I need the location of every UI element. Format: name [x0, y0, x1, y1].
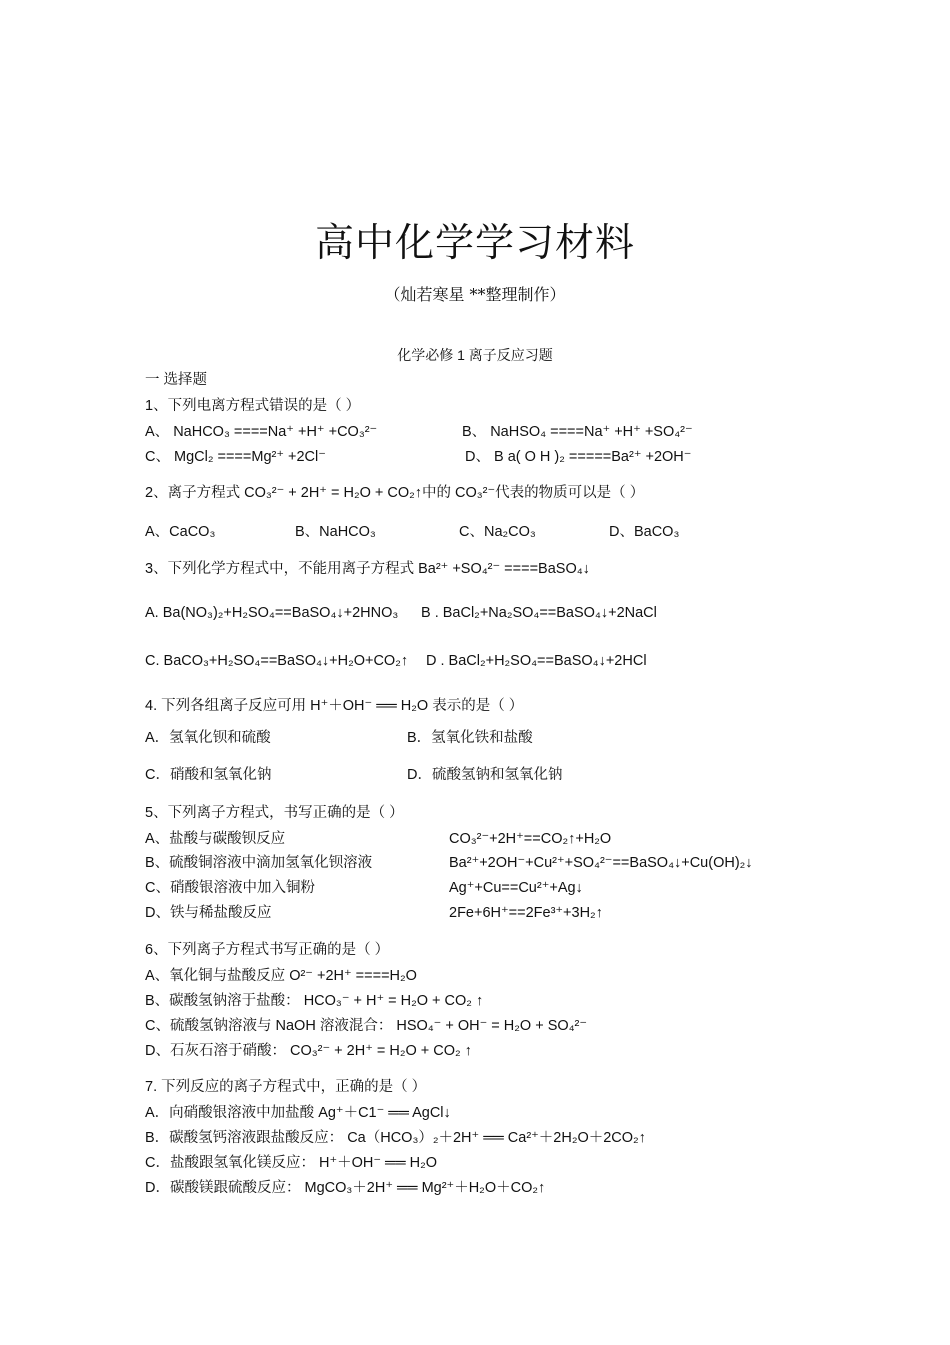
question-5-option-b-text: B、硫酸铜溶液中滴加氢氧化钡溶液 — [145, 855, 373, 871]
question-4-stem: 4. 下列各组离子反应可用 H⁺＋OH⁻ ══ H₂O 表示的是（ ） — [145, 698, 524, 714]
question-5-option-c-text: C、硝酸银溶液中加入铜粉 — [145, 880, 315, 896]
question-7-option-a: A．向硝酸银溶液中加盐酸 Ag⁺＋C1⁻ ══ AgCl↓ — [145, 1105, 451, 1121]
part-heading: 一 选择题 — [145, 372, 208, 388]
question-3-stem: 3、下列化学方程式中，不能用离子方程式 Ba²⁺ +SO₄²⁻ ====BaSO₄↓ — [145, 561, 590, 577]
question-1-option-c: C、 MgCl₂ ====Mg²⁺ +2Cl⁻ — [145, 449, 326, 465]
question-5-stem: 5、下列离子方程式，书写正确的是（ ） — [145, 805, 404, 821]
question-3-option-d: D . BaCl₂+H₂SO₄==BaSO₄↓+2HCl — [426, 653, 647, 669]
question-1-option-d: D、 B a( O H )₂ =====Ba²⁺ +2OH⁻ — [465, 449, 692, 465]
question-7-option-c: C．盐酸跟氢氧化镁反应： H⁺＋OH⁻ ══ H₂O — [145, 1155, 438, 1171]
question-1-option-b: B、 NaHSO₄ ====Na⁺ +H⁺ +SO₄²⁻ — [462, 424, 693, 440]
question-2-option-b: B、NaHCO₃ — [295, 524, 376, 540]
question-2-stem: 2、离子方程式 CO₃²⁻ + 2H⁺ = H₂O + CO₂↑中的 CO₃²⁻代表的物质可以是（ ） — [145, 485, 645, 501]
question-4-option-a: A．氢氧化钡和硫酸 — [145, 730, 271, 746]
question-7-option-d: D．碳酸镁跟硫酸反应： MgCO₃＋2H⁺ ══ Mg²⁺＋H₂O＋CO₂↑ — [145, 1180, 546, 1196]
question-3-option-c: C. BaCO₃+H₂SO₄==BaSO₄↓+H₂O+CO₂↑ — [145, 653, 409, 669]
question-6-option-c: C、硫酸氢钠溶液与 NaOH 溶液混合： HSO₄⁻ + OH⁻ = H₂O + SO₄²⁻ — [145, 1018, 588, 1034]
question-5-option-a-text: A、盐酸与碳酸钡反应 — [145, 831, 286, 847]
question-3-option-a: A. Ba(NO₃)₂+H₂SO₄==BaSO₄↓+2HNO₃ — [145, 605, 399, 621]
question-5-option-d-text: D、铁与稀盐酸反应 — [145, 905, 272, 921]
question-7-stem: 7. 下列反应的离子方程式中，正确的是（ ） — [145, 1079, 427, 1095]
question-5-option-c-equation: Ag⁺+Cu==Cu²⁺+Ag↓ — [449, 880, 583, 896]
question-2-option-a: A、CaCO₃ — [145, 524, 216, 540]
question-2-option-c: C、Na₂CO₃ — [459, 524, 536, 540]
question-1-option-a: A、 NaHCO₃ ====Na⁺ +H⁺ +CO₃²⁻ — [145, 424, 378, 440]
question-6-option-a: A、氧化铜与盐酸反应 O²⁻ +2H⁺ ====H₂O — [145, 968, 417, 984]
question-6-option-b: B、碳酸氢钠溶于盐酸： HCO₃⁻ + H⁺ = H₂O + CO₂ ↑ — [145, 993, 484, 1009]
question-6-option-d: D、石灰石溶于硝酸： CO₃²⁻ + 2H⁺ = H₂O + CO₂ ↑ — [145, 1043, 472, 1059]
question-2-option-d: D、BaCO₃ — [609, 524, 680, 540]
question-5-option-d-equation: 2Fe+6H⁺==2Fe³⁺+3H₂↑ — [449, 905, 603, 921]
question-1-stem: 1、下列电离方程式错误的是（ ） — [145, 398, 361, 414]
document-subtitle: （灿若寒星 **整理制作） — [384, 285, 566, 304]
question-7-option-b: B．碳酸氢钙溶液跟盐酸反应： Ca（HCO₃）₂＋2H⁺ ══ Ca²⁺＋2H₂O＋2CO₂↑ — [145, 1130, 646, 1146]
question-3-option-b: B . BaCl₂+Na₂SO₄==BaSO₄↓+2NaCl — [421, 605, 657, 621]
question-4-option-c: C．硝酸和氢氧化钠 — [145, 767, 272, 783]
question-4-option-d: D．硫酸氢钠和氢氧化钠 — [407, 767, 563, 783]
question-4-option-b: B．氢氧化铁和盐酸 — [407, 730, 533, 746]
question-5-option-a-equation: CO₃²⁻+2H⁺==CO₂↑+H₂O — [449, 831, 612, 847]
question-5-option-b-equation: Ba²⁺+2OH⁻+Cu²⁺+SO₄²⁻==BaSO₄↓+Cu(OH)₂↓ — [449, 855, 753, 871]
document-title: 高中化学学习材料 — [314, 221, 635, 266]
section-title: 化学必修 1 离子反应习题 — [397, 347, 553, 363]
question-6-stem: 6、下列离子方程式书写正确的是（ ） — [145, 942, 390, 958]
